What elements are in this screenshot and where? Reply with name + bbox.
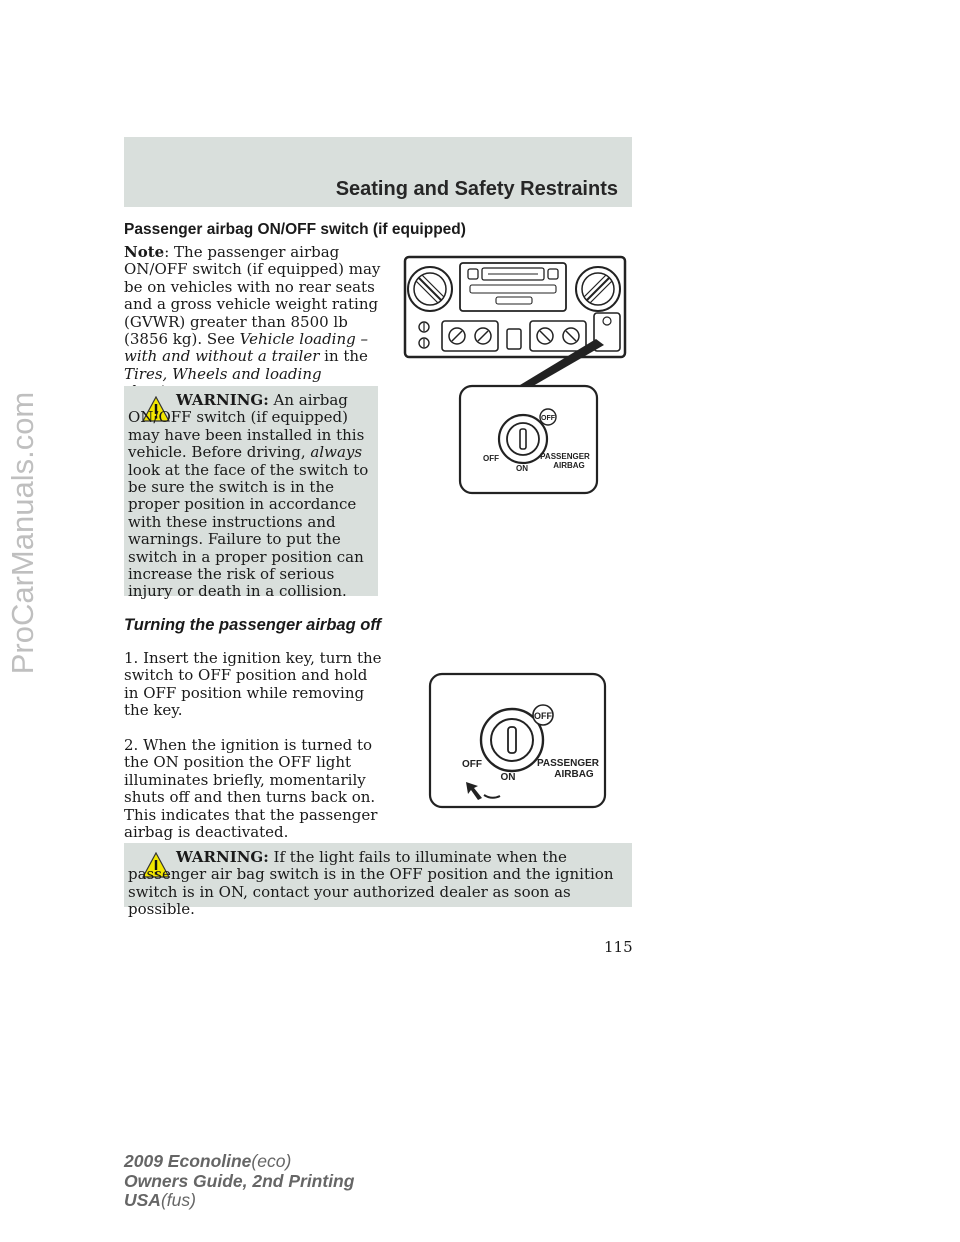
side-watermark: ProCarManuals.com [5,391,40,675]
warning-label-2: WARNING: [176,848,269,866]
page-title: Seating and Safety Restraints [335,178,618,200]
off-indicator-lamp-label-2: OFF [534,711,552,721]
airbag-label-2: AIRBAG [554,769,594,780]
warning-text-2 [128,849,626,919]
note-text: : The passenger airbag ON/OFF switch (if equipped) may be on vehicles with no rear seats and a gross vehicle weight rating (GVWR) greater than 8500 lb (3856 kg). See [124,243,381,349]
footer-model: 2009 Econoline [124,1151,252,1171]
step-2-text: 2. When the ignition is turned to the ON position the OFF light illuminates briefly, momentarily shuts off and then turns back on. This indicates that the passenger airbag is deactivated. [124,736,378,842]
warning-emphasis: always [310,443,363,462]
warning-text-pre: An airbag ON/OFF switch (if equipped) may have been installed in this vehicle. Before driving, [128,391,365,462]
passenger-label-2: PASSENGER [536,758,600,769]
switch-on-label-2: ON [500,772,516,783]
footer-line-2 [124,1172,354,1192]
footer-line-3 [124,1191,354,1211]
page-number: 115 [604,938,633,956]
passenger-label: PASSENGER [540,452,590,461]
warning-text [128,392,374,601]
warning-box-light-fail [124,843,632,919]
warning-box-airbag-switch [124,386,378,601]
warning-label: WARNING: [176,391,269,409]
airbag-switch-closeup-illustration [428,672,608,812]
section-heading: Passenger airbag ON/OFF switch (if equipped) [124,221,466,238]
footer-guide: Owners Guide, 2nd Printing [124,1170,355,1191]
switch-off-label: OFF [483,454,499,463]
footer [124,1152,354,1211]
step-1-text: 1. Insert the ignition key, turn the switch to OFF position and hold in OFF position while removing the key. [124,649,382,720]
dashboard-switch-illustration [400,255,630,500]
switch-off-label-2: OFF [462,759,482,770]
step-1 [124,650,382,720]
subheading-turning-airbag-off: Turning the passenger airbag off [124,616,382,634]
header-band [124,137,632,207]
footer-line-1 [124,1152,354,1172]
switch-on-label: ON [516,464,528,473]
step-2 [124,737,382,841]
warning-text-post: look at the face of the switch to be sure the switch is in the proper position in accordance with these instructions and warnings. Failure to put the switch in a proper position can increase the risk of serious injury or death in a collision. [128,460,369,601]
footer-market-code: (fus) [160,1190,196,1210]
footer-market: USA [124,1190,161,1210]
note-chapter-reference: Tires, Wheels and loading [124,364,322,383]
footer-model-code: (eco) [251,1151,292,1171]
note-mid-text: in the [319,347,368,366]
warning-body-2: If the light fails to illuminate when the passenger air bag switch is in the OFF position and the ignition switch is in ON, contact your authorized dealer as soon as possible. [128,848,614,919]
airbag-label: AIRBAG [553,461,585,470]
note-link-reference: Vehicle loading – with and without a trailer [124,330,369,366]
off-indicator-lamp-label: OFF [541,415,555,422]
note-label: Note [124,243,165,261]
note-paragraph [124,244,386,401]
